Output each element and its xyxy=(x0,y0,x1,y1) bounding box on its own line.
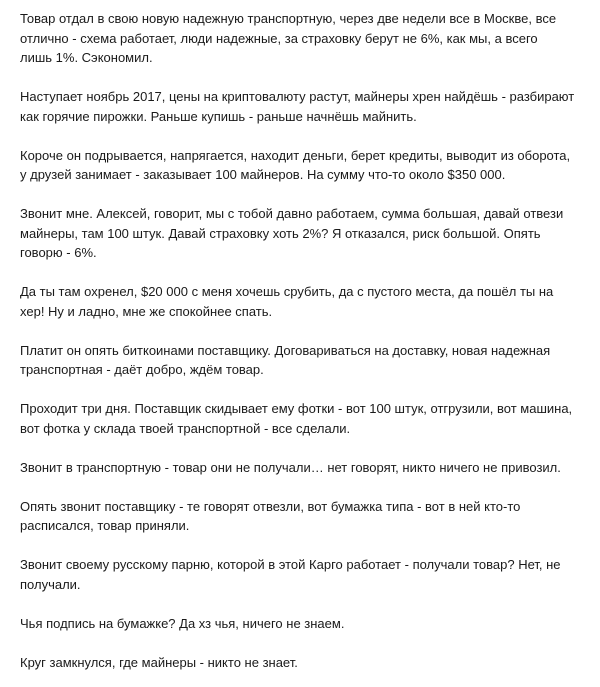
paragraph xyxy=(20,9,590,68)
paragraph xyxy=(20,282,590,321)
paragraph xyxy=(20,204,590,263)
paragraph xyxy=(20,458,590,478)
paragraph xyxy=(20,146,590,185)
text-line: Товар отдал в свою новую надежную транспортную, через две недели все в Москве, все xyxy=(20,11,557,26)
text-line: хер! Ну и ладно, мне же спокойнее спать. xyxy=(20,303,273,319)
paragraph xyxy=(20,653,590,673)
paragraph xyxy=(20,87,590,126)
text-line: у друзей занимает - заказывает 100 майнеров. На сумму что-то около $350 000. xyxy=(20,167,506,182)
paragraph xyxy=(20,497,590,536)
text-line: как горячие пирожки. Раньше купишь - раньше начнёшь майнить. xyxy=(20,108,417,124)
paragraph xyxy=(20,341,590,380)
text-line: говорю - 6%. xyxy=(20,245,97,260)
text-line: Короче он подрывается, напрягается, находит деньги, берет кредиты, выводит из оборота, xyxy=(20,147,571,163)
text-line: вот фотка у склада твоей транспортной - все сделали. xyxy=(20,420,351,436)
text-line: Опять звонит поставщику - те говорят отвезли, вот бумажка типа - вот в ней кто-то xyxy=(20,498,521,514)
text-line: расписался, товар приняли. xyxy=(20,518,190,533)
text-line: Звонит мне. Алексей, говорит, мы с тобой давно работаем, сумма большая, давай отвези xyxy=(20,206,564,221)
paragraph xyxy=(20,555,590,594)
text-line: майнеры, там 100 штук. Давай страховку хоть 2%? Я отказался, риск большой. Опять xyxy=(20,225,541,241)
text-line: Звонит своему русскому парню, которой в этой Карго работает - получали товар? Нет, не xyxy=(20,557,561,572)
text-line: транспортная - даёт добро, ждём товар. xyxy=(20,362,264,377)
paragraph xyxy=(20,614,590,634)
text-line: получали. xyxy=(20,576,81,592)
story-text xyxy=(20,9,590,672)
paragraph xyxy=(20,399,590,438)
text-line: Звонит в транспортную - товар они не получали… нет говорят, никто ничего не привозил. xyxy=(20,459,561,475)
text-line: Чья подпись на бумажке? Да хз чья, ничего не знаем. xyxy=(20,615,345,631)
text-line: Наступает ноябрь 2017, цены на криптовалюту растут, майнеры хрен найдёшь - разбирают xyxy=(20,89,575,104)
text-line: отлично - схема работает, люди надежные, за страховку берут не 6%, как мы, а всего xyxy=(20,30,538,46)
text-line: Проходит три дня. Поставщик скидывает ему фотки - вот 100 штук, отгрузили, вот машина, xyxy=(20,401,573,416)
text-line: Круг замкнулся, где майнеры - никто не знает. xyxy=(20,654,298,670)
text-line: лишь 1%. Сэкономил. xyxy=(20,50,153,65)
text-line: Да ты там охренел, $20 000 с меня хочешь срубить, да с пустого места, да пошёл ты на xyxy=(20,284,554,299)
text-line: Платит он опять биткоинами поставщику. Договариваться на доставку, новая надежная xyxy=(20,342,551,358)
